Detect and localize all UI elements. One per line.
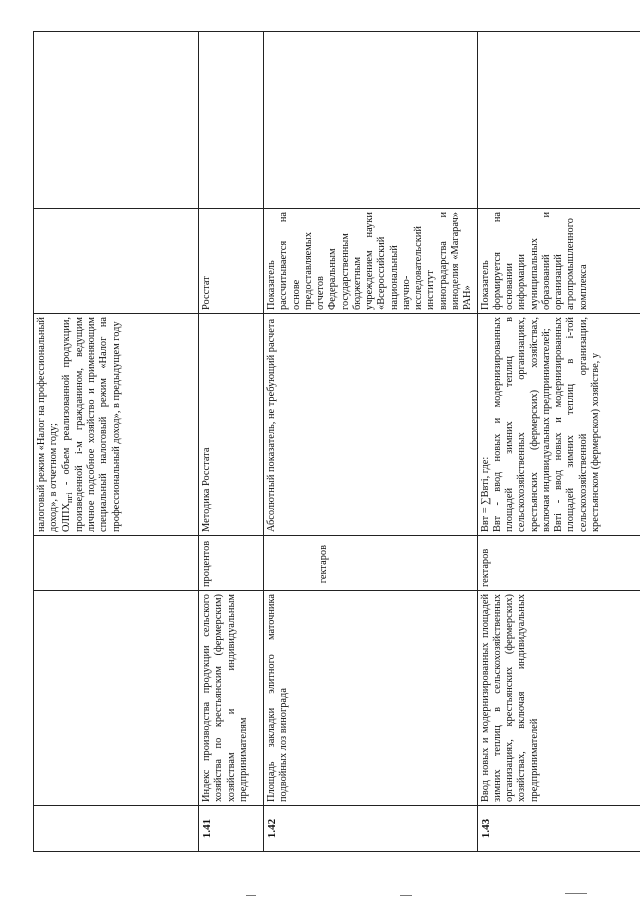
table-row xyxy=(264,32,478,852)
method-text: Ввт = ∑Ввтi, где: xyxy=(479,456,491,532)
indicator-name: Площадь закладки элитного маточника подвойных лоз винограда xyxy=(264,591,478,806)
method-text: ОЛПХ xyxy=(60,502,72,532)
note-cell xyxy=(477,32,640,209)
table-row xyxy=(34,32,199,852)
method-subscript: пгi xyxy=(63,492,74,503)
data-source: Показатель рассчитывается на основе предоставляемых отчетов Федеральным государственным бюджетным учреждением науки «Всероссийский национальный научно-исследовательский институт виноградарства и виноделия «Магарач» РАН» xyxy=(264,209,478,314)
indicator-name: Индекс производства продукции сельского хозяйства по крестьянским (фермерским) хозяйствам и индивидуальным предпринимателям xyxy=(199,591,264,806)
note-cell xyxy=(34,32,199,209)
row-number: 1.42 xyxy=(264,806,478,852)
method-formula-line xyxy=(61,317,123,532)
calculation-method: Абсолютный показатель, не требующий расчета xyxy=(264,314,478,536)
data-source: Показатель формируется на основании информации муниципальных образований и организаций агропромышленного комплекса xyxy=(477,209,640,314)
unit-cell xyxy=(264,536,478,591)
note-cell xyxy=(199,32,264,209)
calculation-method: Методика Росстата xyxy=(199,314,264,536)
scan-artifact xyxy=(400,895,412,896)
data-source: Росстат xyxy=(199,209,264,314)
data-source xyxy=(34,209,199,314)
calculation-method xyxy=(34,314,199,536)
indicator-name: Ввод новых и модернизированных площадей зимних теплиц в сельскохозяйственных организациях, крестьянских (фермерских) хозяйствах, включая индивидуальных предпринимателей xyxy=(477,591,640,806)
table-row xyxy=(477,32,640,852)
unit-text: гектаров xyxy=(318,545,329,584)
unit-cell: гектаров xyxy=(477,536,640,591)
unit-cell: процентов xyxy=(199,536,264,591)
row-number: 1.43 xyxy=(477,806,640,852)
scan-artifact xyxy=(246,895,256,896)
method-text: Ввт - ввод новых и модернизированных площадей зимних теплиц в сельскохозяйственных организациях, крестьянских (фермерских) хозяйствах, включая индивидуальных предпринимателей; xyxy=(491,317,552,532)
unit-cell xyxy=(34,536,199,591)
table-row xyxy=(199,32,264,852)
note-cell xyxy=(264,32,478,209)
indicators-table xyxy=(33,31,640,852)
calculation-method xyxy=(477,314,640,536)
rotated-document-page xyxy=(33,32,601,852)
method-text: налоговый режим «Налог на профессиональный доход», в отчетном году; xyxy=(36,317,60,532)
method-text: - объем реализованной продукции, произведенной i-м гражданином, ведущим личное подсобное хозяйство и применяющим специальный налоговый режим «Налог на профессиональный доход», в предыдущем году xyxy=(60,317,122,532)
scan-artifact xyxy=(565,893,587,894)
indicator-name xyxy=(34,591,199,806)
method-text: Ввтi - ввод новых и модернизированных площадей зимних теплиц в i-той сельскохозяйственной организации, крестьянском (фермерском) хозяйстве, у xyxy=(553,317,601,532)
row-number: 1.41 xyxy=(199,806,264,852)
row-number xyxy=(34,806,199,852)
